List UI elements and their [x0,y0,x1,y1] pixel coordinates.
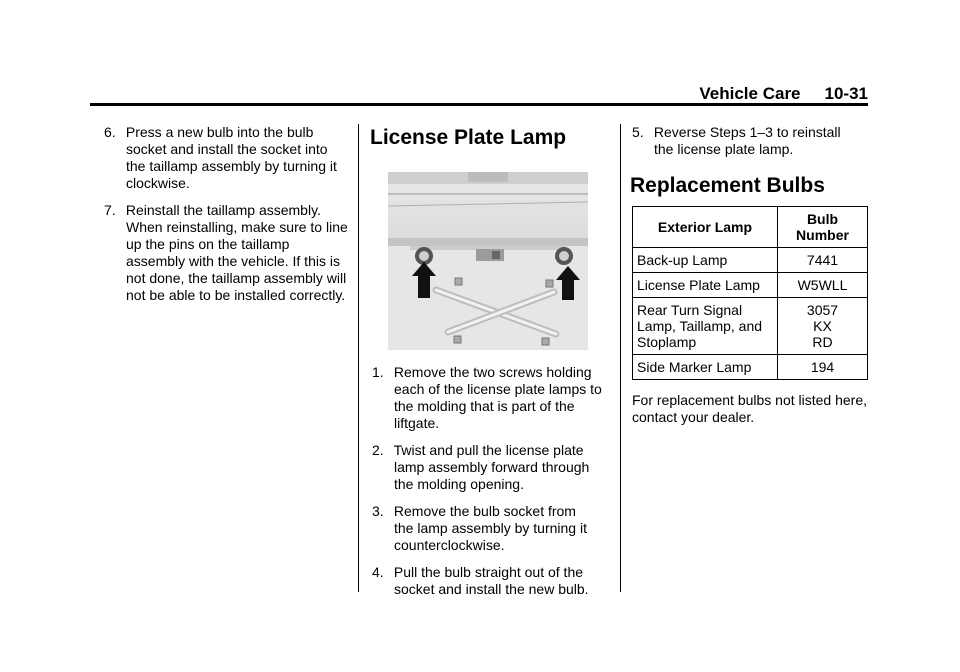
step-7 [104,202,348,304]
step-6 [104,124,348,192]
step-text-first: Remove the two screws holding [393,364,592,380]
replacement-note: For replacement bulbs not listed here, contact your dealer. [632,392,868,425]
step-text-rest: each of the license plate lamps to the molding that is part of the liftgate. [394,381,602,431]
step-text-first: Pull the bulb straight out of the [393,564,584,580]
column-1 [104,124,348,314]
column-divider-1 [358,124,359,592]
column-divider-2 [620,124,621,592]
step-text-rest: the license plate lamp. [654,141,794,157]
step-number: 7. [104,202,116,218]
bulb-number: W5WLL [778,273,868,298]
column-3 [632,124,870,426]
step-4 [372,564,608,598]
step-text-first: Press a new bulb into the bulb [125,124,314,140]
column-header-bulb-number: Bulb Number [778,207,868,248]
step-text-rest: When reinstalling, make sure to line up the pins on the taillamp assembly with the vehicle. If this is not done, the taillamp assembly will not be able to be installed correctly. [126,219,348,303]
step-text-first: Remove the bulb socket from [393,503,576,519]
step-number: 4. [372,564,384,580]
column-header-exterior-lamp: Exterior Lamp [633,207,778,248]
table-row [633,248,868,273]
step-text-rest: socket and install the new bulb. [394,581,589,597]
header-title [699,84,868,104]
step-text-rest: lamp assembly forward through the molding opening. [394,459,590,492]
lamp-name: License Plate Lamp [633,273,778,298]
step-text-rest: the lamp assembly by turning it counterclockwise. [394,520,587,553]
step-number: 6. [104,124,116,140]
license-plate-lamp-illustration [388,172,588,350]
table-header-row [633,207,868,248]
header-rule [90,103,868,106]
license-plate-lamp-figure [388,172,588,350]
step-text-first: Reinstall the taillamp assembly. [125,202,321,218]
column-2 [372,124,608,608]
section-title: Vehicle Care [699,84,801,103]
section-heading-license-plate-lamp: License Plate Lamp [370,126,567,149]
lamp-name: Side Marker Lamp [633,355,778,380]
page-number: 10-31 [824,84,868,103]
step-text-rest: socket and install the socket into the taillamp assembly by turning it clockwise. [126,141,337,191]
step-number: 2. [372,442,384,458]
step-3 [372,503,608,554]
table-row [633,355,868,380]
lamp-name: Rear Turn Signal Lamp, Taillamp, and Stoplamp [633,298,778,355]
table-row [633,298,868,355]
step-5 [632,124,870,158]
step-2 [372,442,608,493]
bulb-number: 3057 KX RD [778,298,868,355]
step-number: 3. [372,503,384,519]
bulb-number: 7441 [778,248,868,273]
replacement-bulbs-table [632,206,868,380]
step-1 [372,364,608,432]
step-text-first: Reverse Steps 1–3 to reinstall [653,124,841,140]
lamp-name: Back-up Lamp [633,248,778,273]
section-heading-replacement-bulbs: Replacement Bulbs [630,174,825,197]
step-number: 5. [632,124,644,140]
step-number: 1. [372,364,384,380]
bulb-number: 194 [778,355,868,380]
table-row [633,273,868,298]
step-text-first: Twist and pull the license plate [393,442,584,458]
